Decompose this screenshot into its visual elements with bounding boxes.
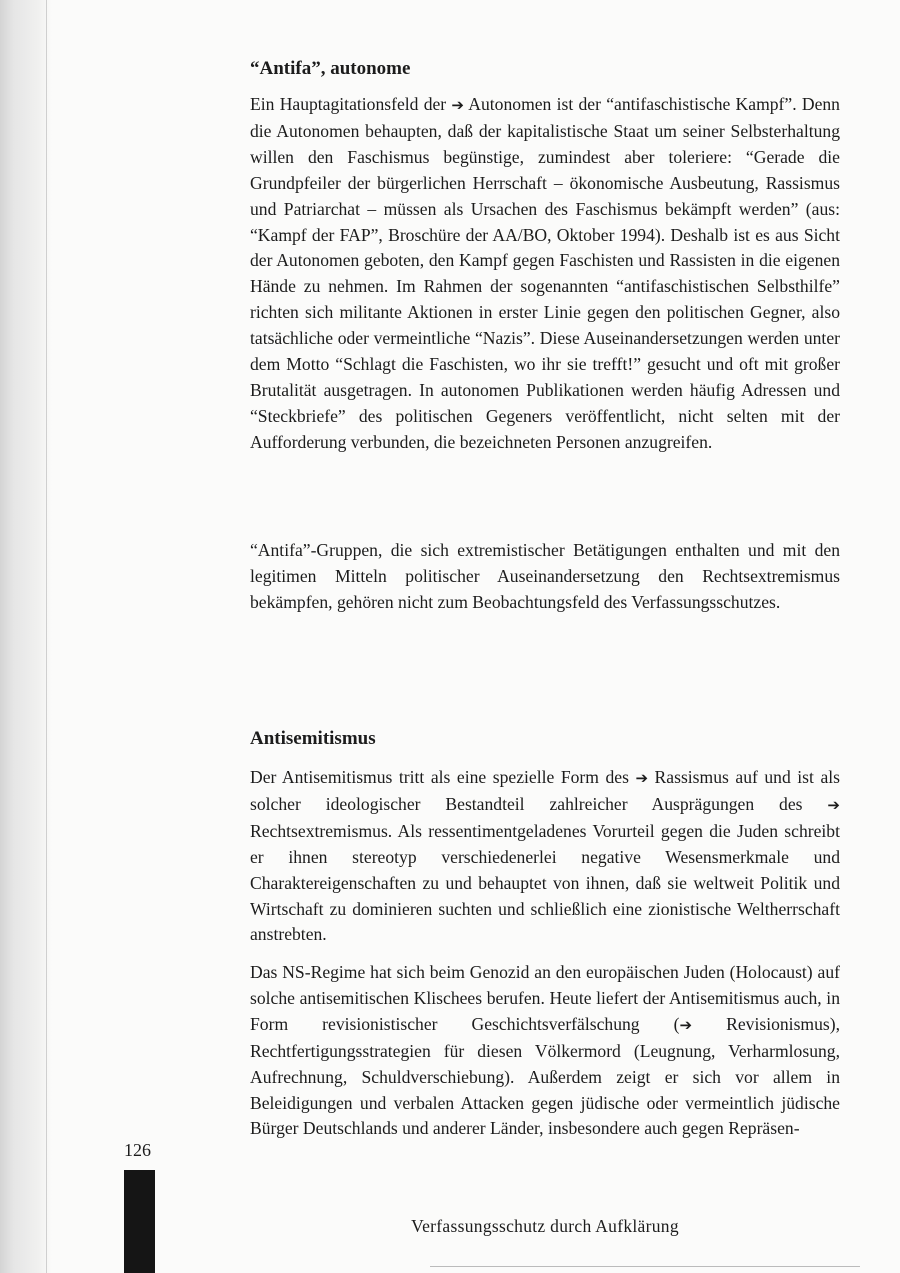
text-segment: Rassismus auf und ist als solcher ideologischer Bestandteil zahlreicher Ausprägungen des bbox=[250, 767, 840, 814]
antifa-paragraph-1 bbox=[250, 92, 840, 456]
page-footer: Verfassungsschutz durch Aufklärung bbox=[411, 1216, 679, 1236]
book-spine-shadow bbox=[0, 0, 52, 1273]
cross-reference-arrow-icon: ➔ bbox=[827, 795, 840, 814]
cross-reference-arrow-icon: ➔ bbox=[451, 96, 464, 114]
cross-reference-arrow-icon: ➔ bbox=[679, 1015, 693, 1034]
page-number: 126 bbox=[124, 1140, 151, 1160]
text-segment: Autonomen ist der “antifaschistische Kampf”. Denn die Autonomen behaupten, daß der kapitalistische Staat um seiner Selbsterhaltung willen den Faschismus begünstige, zumindest aber toleriere: “Gerade die Grundpfeiler der bürgerlichen Herrschaft – ökonomische Ausbeutung, Rassismus und Patriarchat – müssen als Ursachen des Faschismus bekämpft werden” (aus: “Kampf der FAP”, Broschüre der AA/BO, Oktober 1994). Deshalb ist es aus Sicht der Autonomen geboten, den Kampf gegen Faschisten und Rassisten in die eigenen Hände zu nehmen. Im Rahmen der sogenannten “antifaschistischen Selbsthilfe” richten sich militante Aktionen in erster Linie gegen den politischen Gegner, also tatsächliche oder vermeintliche “Nazis”. Diese Auseinandersetzungen werden unter dem Motto “Schlagt die Faschisten, wo ihr sie trefft!” gesucht und oft mit großer Brutalität ausgetragen. In autonomen Publikationen werden häufig Adressen und “Steckbriefe” des politischen Gegeners veröffentlicht, nicht selten mit der Aufforderung verbunden, die bezeichneten Personen anzugreifen. bbox=[250, 94, 840, 452]
section-title-antisemitismus: Antisemitismus bbox=[250, 728, 376, 749]
text-segment: Ein Hauptagitationsfeld der bbox=[250, 94, 452, 114]
text-segment: Das NS-Regime hat sich beim Genozid an den europäischen Juden (Holocaust) auf solche antisemitischen Klischees berufen. Heute liefert der Antisemitismus auch, in Form revisionistischer Geschichtsverfälschung ( bbox=[250, 962, 840, 1034]
text-segment: Der Antisemitismus tritt als eine spezielle Form des bbox=[250, 767, 636, 787]
thumb-index-tab bbox=[124, 1170, 155, 1273]
footer-rule bbox=[430, 1266, 860, 1267]
text-segment: Rechtsextremismus. Als ressentimentgeladenes Vorurteil gegen die Juden schreibt er ihnen stereotyp verschiedenerlei negative Wesensmerkmale und Charaktereigenschaften zu und behauptet von ihnen, daß sie weltweit Politik und Wirtschaft zu dominieren suchten und schließlich eine zionistische Weltherrschaft anstrebten. bbox=[250, 820, 840, 945]
cross-reference-arrow-icon: ➔ bbox=[635, 769, 649, 787]
antisemitismus-paragraph-1 bbox=[250, 765, 840, 948]
section-title-antifa: “Antifa”, autonome bbox=[250, 58, 411, 79]
text-segment: Revisionismus), Rechtfertigungsstrategien für diesen Völkermord (Leugnung, Verharmlosung, Aufrechnung, Schuldverschiebung). Außerdem zeigt er sich vor allem in Beleidigungen und verbalen Attacken gegen jüdische oder vermeintlich jüdische Bürger Deutschlands und anderer Länder, insbesondere auch gegen Repräsen- bbox=[250, 1013, 840, 1139]
antifa-paragraph-2: “Antifa”-Gruppen, die sich extremistischer Betätigungen enthalten und mit den legitimen Mitteln politischer Auseinandersetzung den Rechtsextremismus bekämpfen, gehören nicht zum Beobachtungsfeld des Verfassungsschutzes. bbox=[250, 540, 840, 612]
antisemitismus-paragraph-2 bbox=[250, 960, 840, 1142]
book-spine-edge bbox=[46, 0, 47, 1273]
